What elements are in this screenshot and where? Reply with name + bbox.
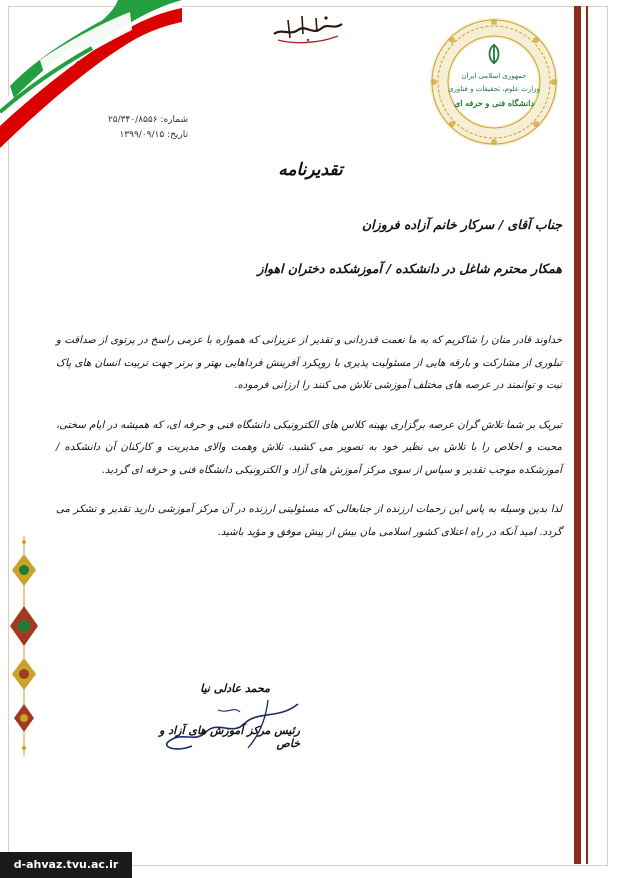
university-seal-icon (428, 16, 560, 148)
document-title: تقدیرنامه (278, 160, 343, 180)
body-paragraph: لذا بدین وسیله به پاس این زحمات ارزنده از جنابعالی که مسئولیتی ارزنده در آن مرکز آموزشی دارید تقدیر و تشکر می گردد. امید آنکه در راه اعتلای کشور اسلامی مان بیش از پیش موفق و مؤید باشید. (56, 504, 562, 538)
signer-name: محمد عادلی نیا (200, 682, 270, 695)
letter-body (56, 330, 562, 561)
border-bar (574, 6, 581, 864)
website-tag: d-ahvaz.tvu.ac.ir (0, 852, 132, 878)
body-paragraph: تبریک بر شما تلاش گران عرصه برگزاری بهینه کلاس های الکترونیکی دانشگاه فنی و حرفه ای، که همیشه در ایام سختی، محبت و اخلاص را با تلاش بی نظیر خود به تصویر می کشید، تلاش وهمت والای مدیریت و کارکنان آن دانشکده / آموزشکده موجب تقدیر و سپاس از سوی مرکز آموزش های آزاد و الکترونیکی دانشگاه فنی و حرفه ای گردید. (56, 419, 562, 476)
addressee-line-2: همکار محترم شاغل در دانشکده / آموزشکده دختران اهواز (257, 261, 562, 276)
decorative-ornament-icon (6, 536, 42, 756)
seal-line-1: جمهوری اسلامی ایران (461, 72, 527, 80)
letter-meta (78, 113, 188, 143)
body-paragraph: خداوند قادر منان را شاکریم که به ما نعمت قدردانی و تقدیر از عزیزانی که همواره با عزمی راسخ در پرتوی از صداقت و تبلوری از مشارکت و بارقه هایی از مسئولیت پذیری با رویکرد آفرینش فرداهایی بهتر و برتر جهت تربیت انسان های پاک نیت و توانمند در عرصه های مختلف آموزشی تلاش می کنند را ارزانی فرموده. (56, 335, 562, 391)
seal-line-2: وزارت علوم، تحقیقات و فناوری (448, 85, 540, 93)
seal-line-3: دانشگاه فنی و حرفه ای (453, 98, 535, 108)
addressee-line-1: جناب آقای / سرکار خانم آزاده فروزان (362, 217, 562, 232)
letter-date: تاریخ: ۱۳۹۹/۰۹/۱۵ (119, 130, 188, 140)
border-line (586, 6, 588, 864)
signer-title: رئیس مرکز آموزش های آزاد و خاص (159, 724, 300, 750)
letter-number: شماره: ۲۵/۳۴۰/۸۵۵۶ (107, 115, 188, 125)
basmala-calligraphy-icon (268, 10, 348, 46)
